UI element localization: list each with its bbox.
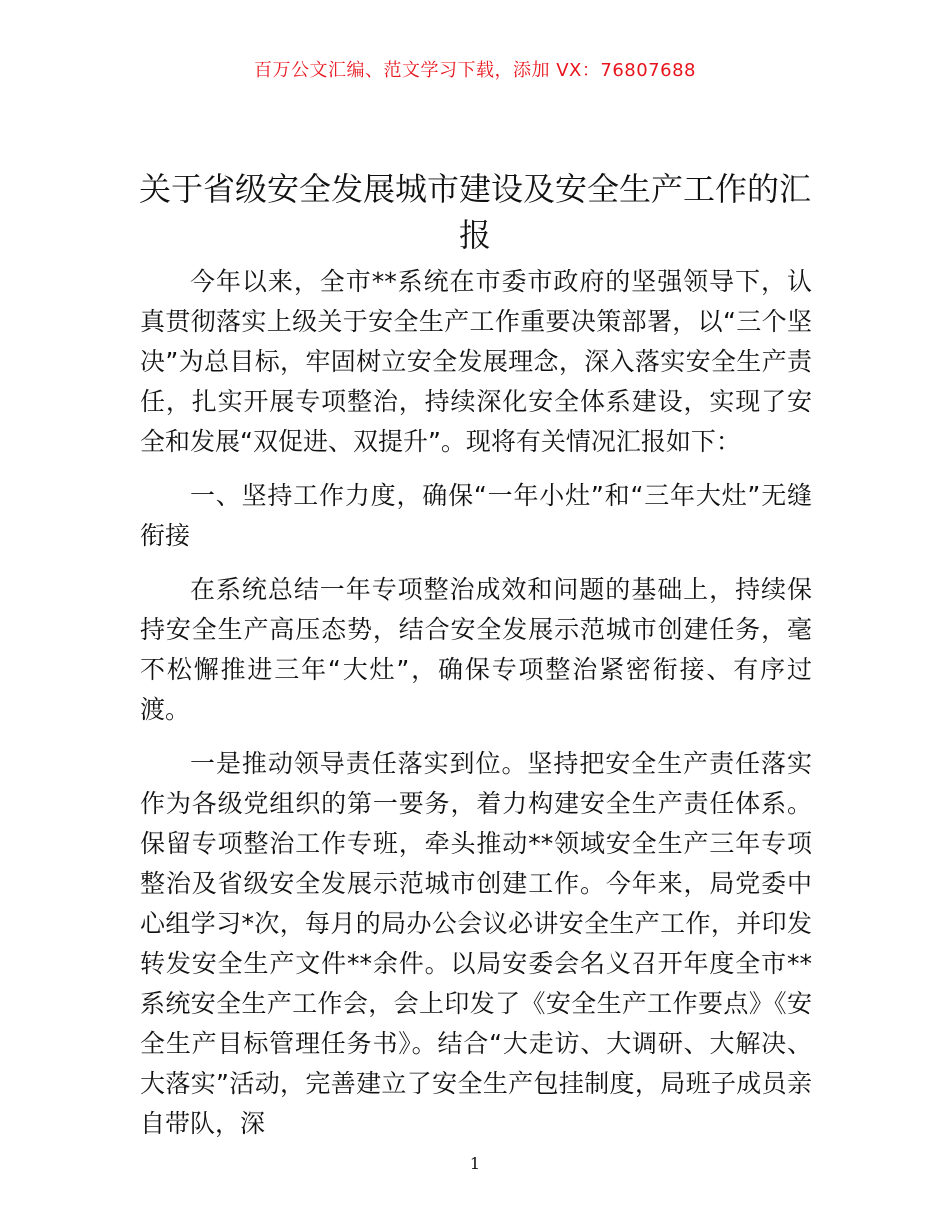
page-number: 1	[469, 1154, 481, 1173]
document-title: 关于省级安全发展城市建设及安全生产工作的汇报	[138, 170, 811, 254]
intro-paragraph: 今年以来，全市**系统在市委市政府的坚强领导下，认真贯彻落实上级关于安全生产工作重要决策部署，以“三个坚决”为总目标，牢固树立安全发展理念，深入落实安全生产责任，扎实开展专项整治，持续深化安全体系建设，实现了安全和发展“双促进、双提升”。现将有关情况汇报如下：	[140, 267, 812, 456]
header-banner: 百万公文汇编、范文学习下载，添加 VX：76807688	[254, 60, 696, 81]
section-heading: 一、坚持工作力度，确保“一年小灶”和“三年大灶”无缝衔接	[140, 481, 812, 550]
body-paragraph: 在系统总结一年专项整治成效和问题的基础上，持续保持安全生产高压态势，结合安全发展示范城市创建任务，毫不松懈推进三年“大灶”，确保专项整治紧密衔接、有序过渡。	[140, 575, 812, 724]
body-paragraph: 一是推动领导责任落实到位。坚持把安全生产责任落实作为各级党组织的第一要务，着力构建安全生产责任体系。保留专项整治工作专班，牵头推动**领域安全生产三年专项整治及省级安全发展示范城市创建工作。今年来，局党委中心组学习*次，每月的局办公会议必讲安全生产工作，并印发转发安全生产文件**余件。以局安委会名义召开年度全市**系统安全生产工作会，会上印发了《安全生产工作要点》《安全生产目标管理任务书》。结合“大走访、大调研、大解决、大落实”活动，完善建立了安全生产包挂制度，局班子成员亲自带队，深	[140, 749, 812, 1138]
document-body	[140, 262, 812, 1158]
